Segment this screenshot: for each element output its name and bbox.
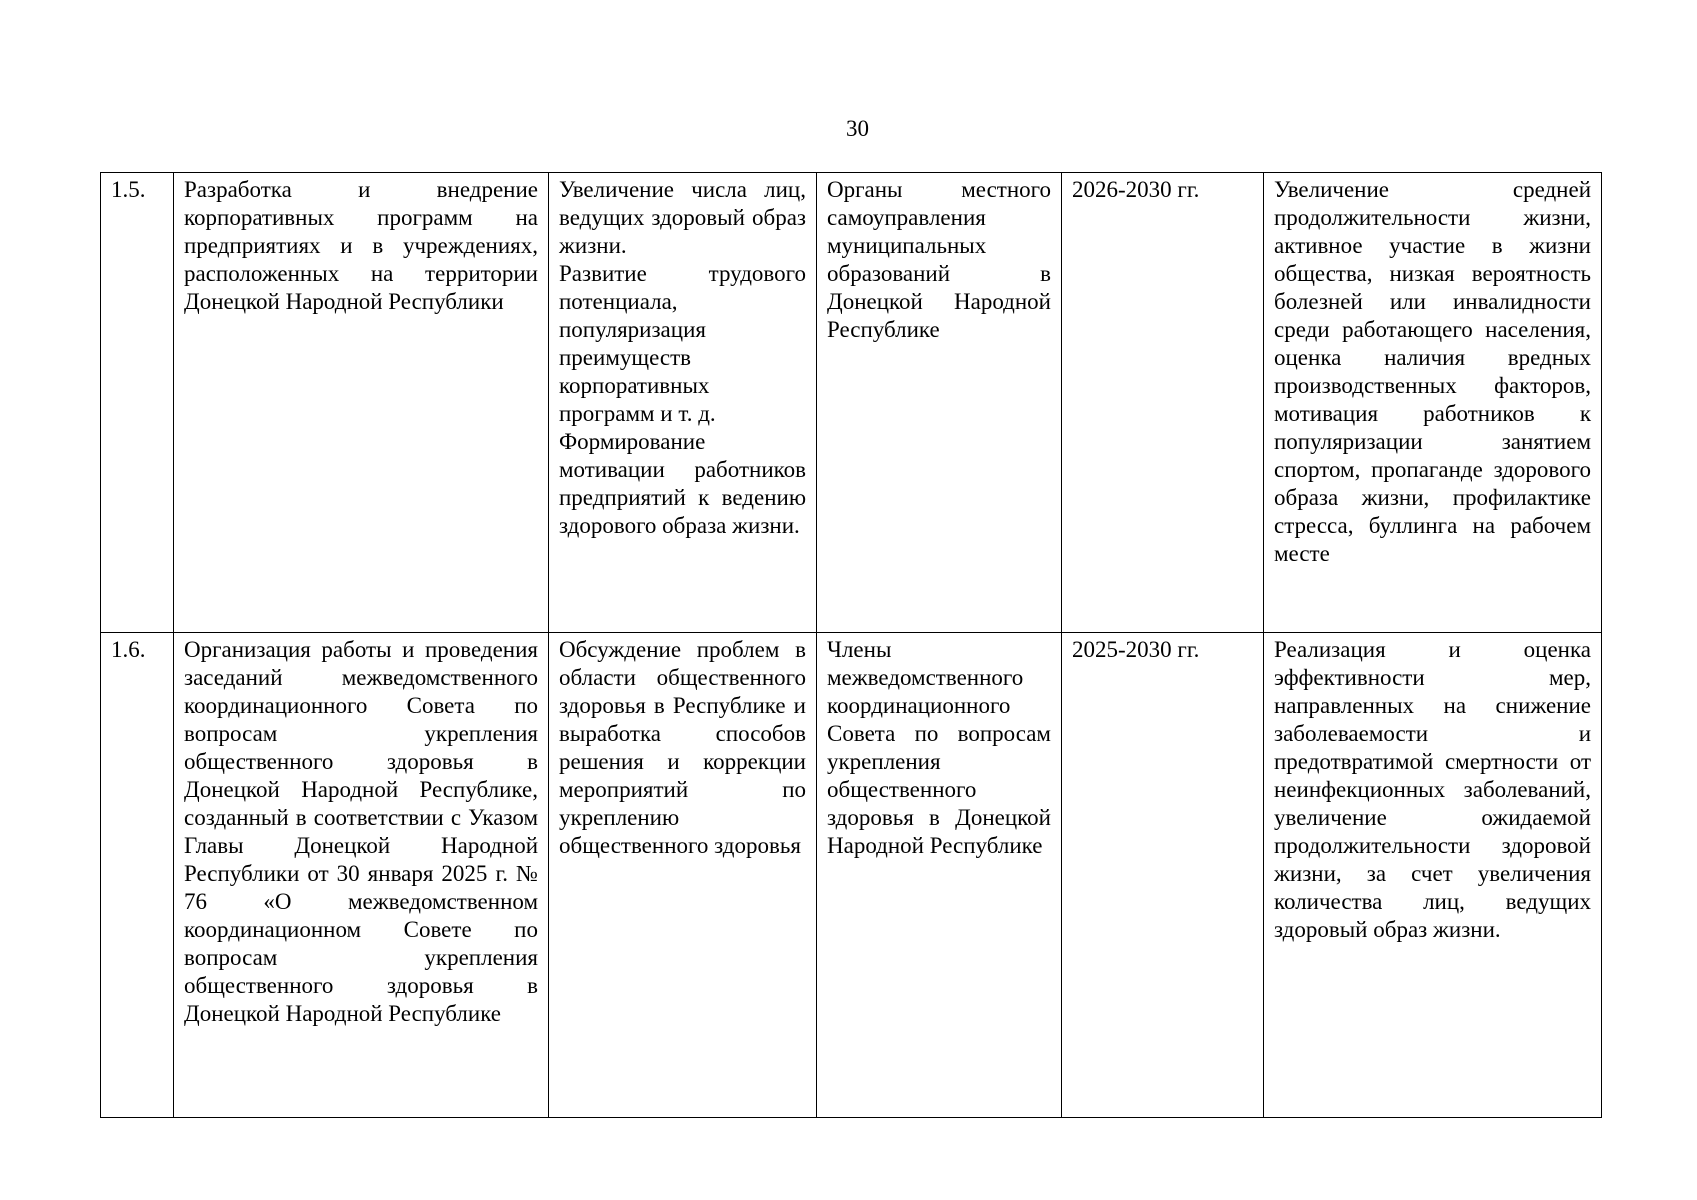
page-number: 30 [846,116,869,141]
goal-paragraph: Развитие трудового потенциала, популяризация преимуществ корпоративных программ и т. д. [559,261,806,426]
result-cell: Увеличение средней продолжительности жизни, активное участие в жизни общества, низкая вероятность болезней или инвалидности среди работающего населения, оценка наличия вредных производственных факторов, мотивация работников к популяризации занятием спортом, пропаганде здорового образа жизни, профилактике стресса, буллинга на рабочем месте [1264,173,1602,633]
goal-paragraph: Обсуждение проблем в области общественного здоровья в Республике и выработка способов решения и коррекции мероприятий по укреплению общественного здоровья [559,637,806,858]
goal-paragraph: Формирование мотивации работников предприятий к ведению здорового образа жизни. [559,429,806,538]
goal-cell [549,633,817,1118]
period-cell: 2026-2030 гг. [1062,173,1264,633]
goal-paragraph: Увеличение числа лиц, ведущих здоровый образ жизни. [559,177,806,258]
executors-cell: Члены межведомственного координационного Совета по вопросам укрепления общественного здоровья в Донецкой Народной Республике [817,633,1062,1118]
activity-cell: Разработка и внедрение корпоративных программ на предприятиях и в учреждениях, расположенных на территории Донецкой Народной Республики [174,173,549,633]
measures-table [100,172,1602,1118]
table-row [101,633,1602,1118]
result-cell: Реализация и оценка эффективности мер, направленных на снижение заболеваемости и предотвратимой смертности от неинфекционных заболеваний, увеличение ожидаемой продолжительности здоровой жизни, за счет увеличения количества лиц, ведущих здоровый образ жизни. [1264,633,1602,1118]
item-number: 1.5. [101,173,174,633]
executors-cell: Органы местного самоуправления муниципальных образований в Донецкой Народной Республике [817,173,1062,633]
item-number: 1.6. [101,633,174,1118]
period-cell: 2025-2030 гг. [1062,633,1264,1118]
activity-cell: Организация работы и проведения заседаний межведомственного координационного Совета по вопросам укрепления общественного здоровья в Донецкой Народной Республике, созданный в соответствии с Указом Главы Донецкой Народной Республики от 30 января 2025 г. № 76 «О межведомственном координационном Совете по вопросам укрепления общественного здоровья в Донецкой Народной Республике [174,633,549,1118]
table-row [101,173,1602,633]
goal-cell [549,173,817,633]
